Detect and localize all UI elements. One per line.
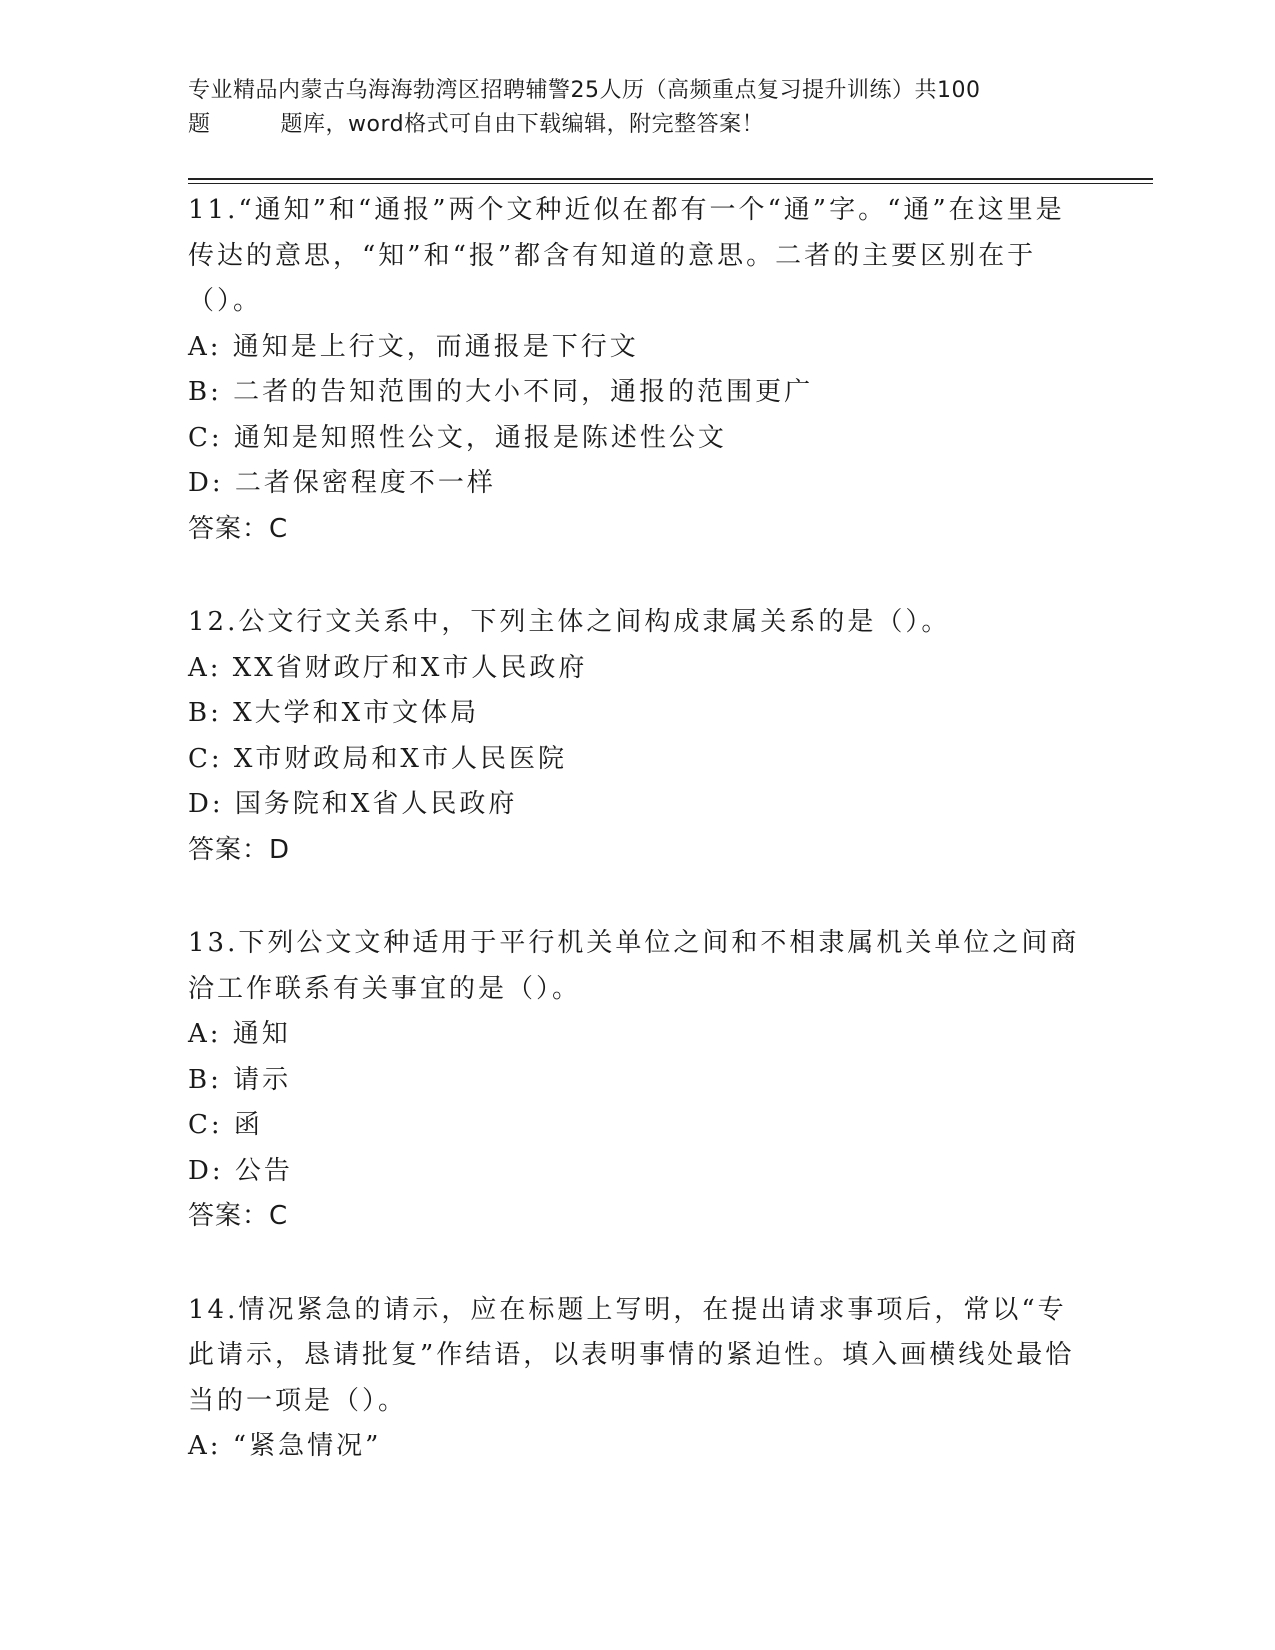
question-13 [188, 921, 1088, 1240]
question-stem: 13.下列公文文种适用于平行机关单位之间和不相隶属机关单位之间商洽工作联系有关事宜的是（）。 [188, 928, 1080, 1004]
question-stem: 14.情况紧急的请示，应在标题上写明，在提出请求事项后，常以“专此请示，恳请批复”作结语，以表明事情的紧迫性。填入画横线处最恰当的一项是（）。 [188, 1294, 1075, 1416]
option-a: A: “紧急情况” [188, 1431, 382, 1461]
option-d: D: 二者保密程度不一样 [188, 468, 496, 498]
header-title-line-2 [188, 108, 1088, 142]
option-d: D: 公告 [188, 1155, 293, 1186]
header-divider-thick [188, 178, 1153, 180]
option-c: C: X市财政局和X市人民医院 [188, 743, 567, 774]
option-c: C: 通知是知照性公文，通报是陈述性公文 [188, 422, 727, 453]
question-14 [188, 1288, 1088, 1470]
question-11 [188, 188, 1088, 552]
document-header [188, 74, 1088, 142]
answer-label: 答案：C [188, 513, 289, 544]
answer-label: 答案：D [188, 834, 291, 865]
header-divider-thin [188, 183, 1153, 184]
question-list [188, 188, 1088, 1518]
option-b: B: 请示 [188, 1064, 292, 1095]
option-d: D: 国务院和X省人民政府 [188, 789, 518, 819]
option-a: A: 通知 [188, 1019, 291, 1049]
question-12 [188, 600, 1088, 873]
option-b: B: 二者的告知范围的大小不同，通报的范围更广 [188, 377, 814, 407]
question-stem: 11.“通知”和“通报”两个文种近似在都有一个“通”字。“通”在这里是传达的意思，“知”和“报”都含有知道的意思。二者的主要区别在于（）。 [188, 195, 1065, 316]
header-title-line-2-right: 题库，word格式可自由下载编辑，附完整答案！ [280, 112, 765, 137]
header-title-line-1: 专业精品内蒙古乌海海勃湾区招聘辅警25人历（高频重点复习提升训练）共100 [188, 78, 981, 103]
answer-label: 答案：C [188, 1201, 289, 1231]
header-title-line-2-left: 题 [188, 112, 211, 137]
question-stem: 12.公文行文关系中，下列主体之间构成隶属关系的是（）。 [188, 607, 951, 637]
option-b: B: X大学和X市文体局 [188, 698, 480, 728]
option-a: A: 通知是上行文，而通报是下行文 [188, 331, 639, 362]
option-c: C: 函 [188, 1110, 263, 1140]
option-a: A: XX省财政厅和X市人民政府 [188, 652, 588, 683]
